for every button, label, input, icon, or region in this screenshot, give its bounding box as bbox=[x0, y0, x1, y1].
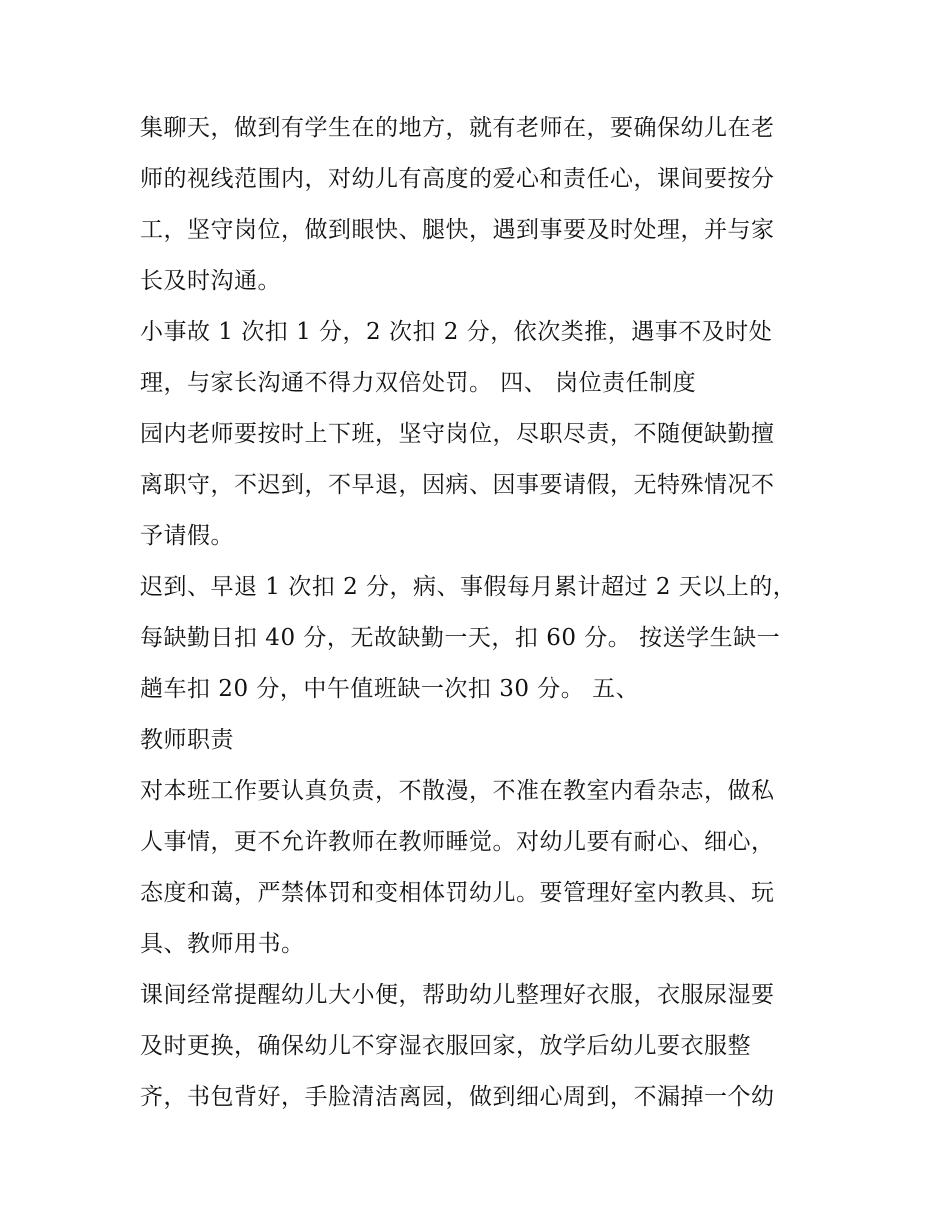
text-line: 及时更换，确保幼儿不穿湿衣服回家，放学后幼儿要衣服整 bbox=[140, 1033, 751, 1059]
text-line: 予请假。 bbox=[140, 523, 234, 549]
text-line: 每缺勤日扣 40 分，无故缺勤一天，扣 60 分。 按送学生缺一 bbox=[140, 625, 781, 651]
text-line: 长及时沟通。 bbox=[140, 268, 281, 294]
text-line: 小事故 1 次扣 1 分，2 次扣 2 分，依次类推，遇事不及时处 bbox=[140, 319, 773, 345]
text-line: 迟到、早退 1 次扣 2 分，病、事假每月累计超过 2 天以上的， bbox=[140, 574, 797, 600]
text-line: 教师职责 bbox=[140, 727, 234, 753]
text-line: 集聊天，做到有学生在的地方，就有老师在，要确保幼儿在老 bbox=[140, 115, 775, 141]
text-line: 态度和蔼，严禁体罚和变相体罚幼儿。要管理好室内教具、玩 bbox=[140, 880, 775, 906]
text-line: 课间经常提醒幼儿大小便，帮助幼儿整理好衣服，衣服尿湿要 bbox=[140, 982, 775, 1008]
text-line: 工，坚守岗位，做到眼快、腿快，遇到事要及时处理，并与家 bbox=[140, 217, 775, 243]
text-line: 齐，书包背好，手脸清洁离园，做到细心周到，不漏掉一个幼 bbox=[140, 1084, 775, 1110]
text-line: 趟车扣 20 分，中午值班缺一次扣 30 分。 五、 bbox=[140, 676, 640, 702]
text-line: 对本班工作要认真负责，不散漫，不准在教室内看杂志，做私 bbox=[140, 778, 775, 804]
text-line: 离职守，不迟到，不早退，因病、因事要请假，无特殊情况不 bbox=[140, 472, 775, 498]
text-line: 人事情，更不允许教师在教师睡觉。对幼儿要有耐心、细心， bbox=[140, 829, 775, 855]
text-line: 园内老师要按时上下班，坚守岗位，尽职尽责，不随便缺勤擅 bbox=[140, 421, 775, 447]
text-line: 具、教师用书。 bbox=[140, 931, 305, 957]
text-line: 师的视线范围内，对幼儿有高度的爱心和责任心，课间要按分 bbox=[140, 166, 775, 192]
text-line: 理，与家长沟通不得力双倍处罚。 四、 岗位责任制度 bbox=[140, 370, 697, 396]
